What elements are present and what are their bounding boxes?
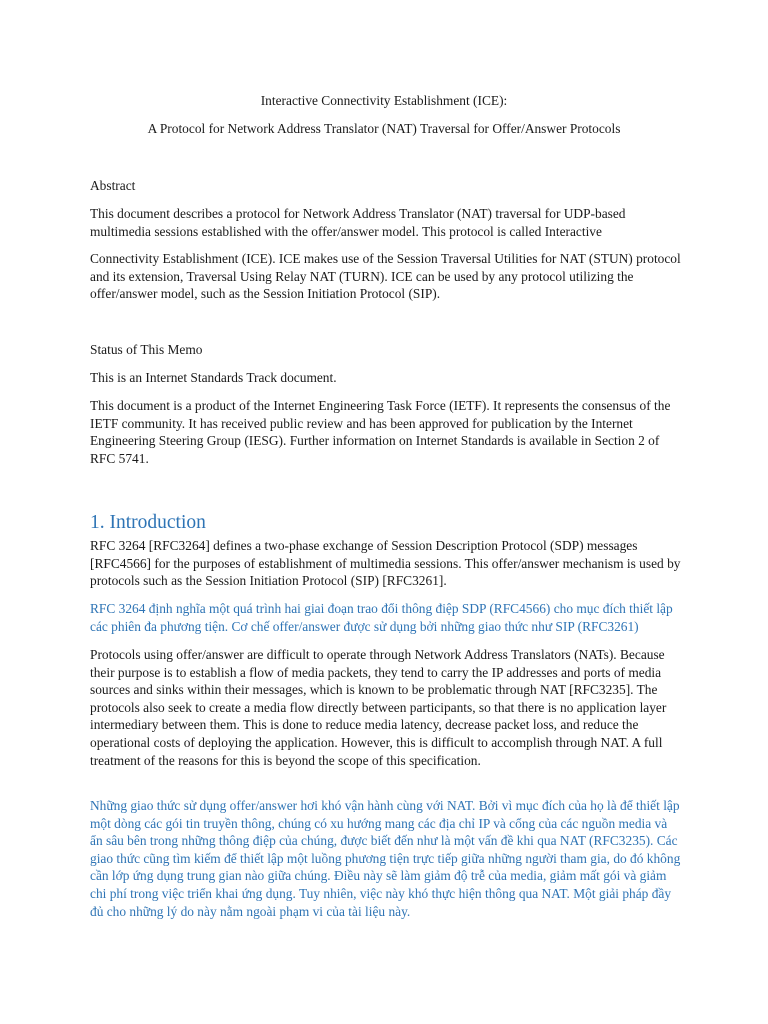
introduction-heading: 1. Introduction: [90, 512, 206, 533]
title-line-2: A Protocol for Network Address Translator (NAT) Traversal for Offer/Answer Protocols: [147, 121, 621, 136]
status-paragraph-2: This document is a product of the Internet Engineering Task Force (IETF). It represents the consensus of the IETF community. It has received public review and has been approved for publication by the Internet Engineering Steering Group (IESG). Further information on Internet Standards is available in Section 2 of RFC 5741.: [90, 398, 671, 466]
abstract-paragraph-1: This document describes a protocol for Network Address Translator (NAT) traversal for UDP-based multimedia sessions established with the offer/answer model. This protocol is called Interactive: [90, 206, 626, 239]
abstract-heading: Abstract: [90, 178, 136, 193]
status-heading: Status of This Memo: [90, 342, 203, 357]
introduction-paragraph-2: Protocols using offer/answer are difficult to operate through Network Address Translators (NATs). Because their purpose is to establish a flow of media packets, they tend to carry the IP addresses and ports of media sources and sinks within their messages, which is known to be problematic through NAT [RFC3235]. The protocols also seek to create a media flow directly between participants, so that there is no application layer intermediary between them. This is done to reduce media latency, decrease packet loss, and reduce the operational costs of deploying the application. However, this is difficult to accomplish through NAT. A full treatment of the reasons for this is beyond the scope of this specification.: [90, 647, 667, 768]
status-paragraph-1: This is an Internet Standards Track document.: [90, 370, 337, 385]
abstract-paragraph-2: Connectivity Establishment (ICE). ICE makes use of the Session Traversal Utilities for NAT (STUN) protocol and its extension, Traversal Using Relay NAT (TURN). ICE can be used by any protocol utilizing the offer/answer model, such as the Session Initiation Protocol (SIP).: [90, 251, 681, 302]
introduction-paragraph-2-vietnamese: Những giao thức sử dụng offer/answer hơi khó vận hành cùng với NAT. Bởi vì mục đích của họ là để thiết lập một dòng các gói tin truyền thông, chúng có xu hướng mang các địa chỉ IP và cổng của các nguồn media và ẩn sâu bên trong những thông điệp của chúng, được biết đến như là một vấn đề khi qua NAT (RFC3235). Các giao thức cũng tìm kiếm để thiết lập một luồng phương tiện trực tiếp giữa những người tham gia, do đó không cần lớp ứng dụng trung gian nào giữa chúng. Điều này sẽ làm giảm độ trễ của media, giảm mất gói và giảm chi phí trong việc triển khai ứng dụng. Tuy nhiên, việc này khó thực hiện thông qua NAT. Một giải pháp đầy đủ cho những lý do này nằm ngoài phạm vi của tài liệu này.: [90, 798, 681, 919]
title-line-1: Interactive Connectivity Establishment (ICE):: [260, 93, 508, 108]
introduction-paragraph-1: RFC 3264 [RFC3264] defines a two-phase exchange of Session Description Protocol (SDP) messages [RFC4566] for the purposes of establishment of multimedia sessions. This offer/answer mechanism is used by protocols such as the Session Initiation Protocol (SIP) [RFC3261].: [90, 538, 681, 589]
introduction-paragraph-1-vietnamese: RFC 3264 định nghĩa một quá trình hai giai đoạn trao đổi thông điệp SDP (RFC4566) cho mục đích thiết lập các phiên đa phương tiện. Cơ chế offer/answer được sử dụng bởi những giao thức như SIP (RFC3261): [90, 601, 673, 634]
